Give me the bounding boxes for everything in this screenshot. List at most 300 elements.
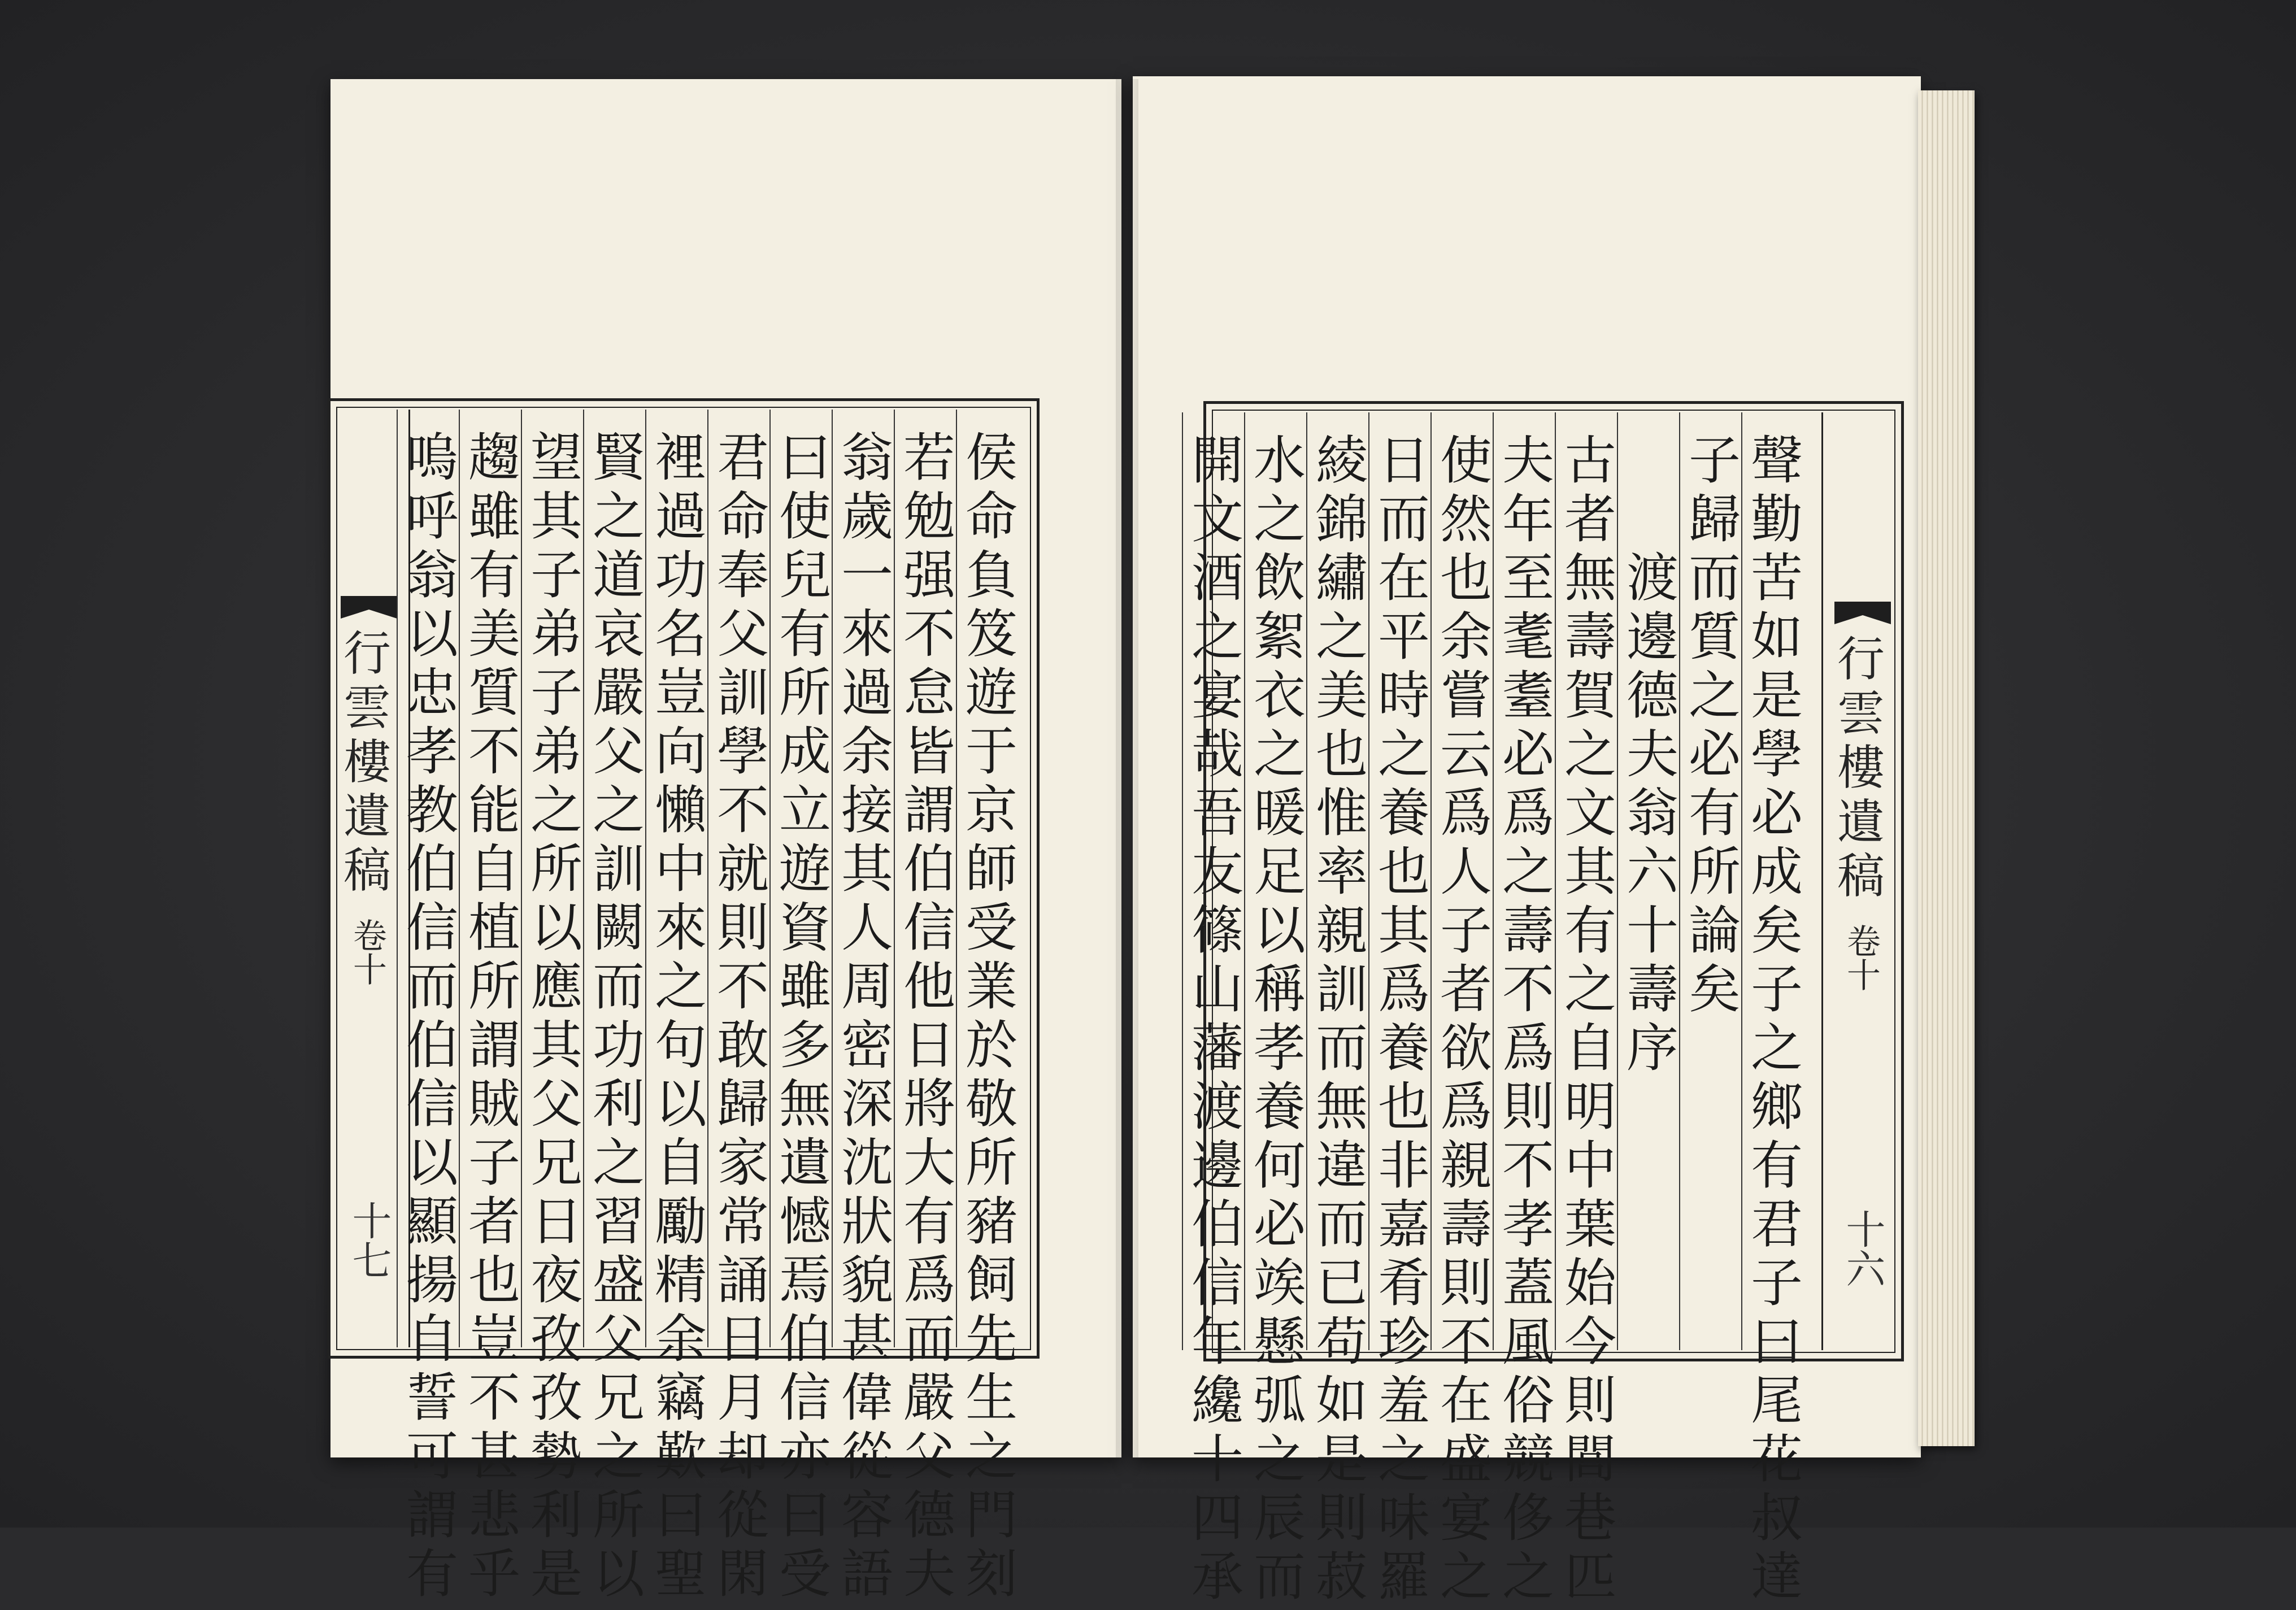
character: 古	[1564, 430, 1616, 491]
character: 葉	[1564, 1194, 1616, 1255]
character: 敢	[716, 1015, 769, 1076]
character: 必	[1750, 783, 1803, 843]
character: 錦	[1315, 489, 1368, 550]
character: 應	[530, 956, 582, 1017]
character: 耋	[1502, 665, 1554, 726]
character: 也	[1377, 1077, 1430, 1137]
character: 使	[779, 486, 831, 547]
character: 余	[654, 1309, 707, 1369]
character: 四	[1191, 1488, 1243, 1548]
character: 其	[530, 1015, 582, 1076]
character: 歲	[841, 486, 893, 547]
page-number-text: 十七	[346, 1200, 392, 1280]
character: 信	[406, 898, 458, 958]
character: 之	[592, 780, 645, 841]
character: 渡	[1626, 548, 1678, 608]
character: 受	[779, 1544, 831, 1604]
character: 爲	[903, 1250, 955, 1311]
character: 狀	[841, 1191, 893, 1252]
character: 不	[716, 780, 769, 841]
character: 訓	[1315, 959, 1368, 1020]
character: 訓	[716, 663, 769, 723]
column-rule	[1430, 412, 1432, 1350]
character: 焉	[779, 1250, 831, 1311]
character: 之	[1750, 1018, 1803, 1078]
character: 嚴	[903, 1368, 955, 1428]
character: 若	[903, 428, 955, 488]
character: 兄	[530, 1133, 582, 1193]
character: 者	[1440, 959, 1492, 1020]
margin-title-char: 遺	[1837, 794, 1885, 850]
character: 自	[654, 1133, 707, 1193]
column-rule	[1741, 412, 1742, 1350]
character: 者	[468, 1191, 520, 1252]
character: 在	[1440, 1370, 1492, 1431]
character: 綾	[1315, 430, 1368, 491]
character: 歎	[654, 1426, 707, 1487]
character: 他	[903, 956, 955, 1017]
text-column	[1308, 430, 1376, 1610]
character: 兄	[592, 1368, 645, 1428]
character: 之	[1564, 724, 1616, 785]
character: 文	[1191, 489, 1243, 550]
character: 率	[1315, 842, 1368, 902]
character: 孜	[530, 1368, 582, 1428]
character: 之	[1253, 489, 1306, 550]
text-column	[958, 428, 1025, 1607]
character: 侯	[965, 428, 1017, 488]
character: 資	[779, 898, 831, 958]
margin-title-char: 稿	[1837, 848, 1885, 904]
character: 侈	[1502, 1488, 1554, 1548]
character: 如	[1315, 1370, 1368, 1431]
character: 而	[592, 956, 645, 1017]
character: 却	[716, 1426, 769, 1487]
book-gutter	[1116, 79, 1138, 1457]
character: 孝	[406, 721, 458, 782]
character: 容	[841, 1485, 893, 1546]
character: 使	[1440, 430, 1492, 491]
character: 過	[654, 486, 707, 547]
character: 夜	[530, 1250, 582, 1311]
character: 無	[779, 1074, 831, 1134]
character: 不	[468, 1368, 520, 1428]
character: 利	[530, 1485, 582, 1546]
character: 誦	[716, 1250, 769, 1311]
character: 乎	[468, 1544, 520, 1604]
character: 自	[1564, 1018, 1616, 1078]
character: 壽	[1440, 1194, 1492, 1255]
character: 中	[654, 839, 707, 899]
character: 邊	[1626, 607, 1678, 667]
character: 哀	[592, 604, 645, 664]
character: 而	[1315, 1018, 1368, 1078]
character: 時	[1377, 665, 1430, 726]
character: 怠	[903, 663, 955, 723]
character: 違	[1315, 1135, 1368, 1196]
character: 如	[1750, 607, 1803, 667]
character: 道	[592, 545, 645, 606]
character: 賢	[592, 428, 645, 488]
column-rule	[1493, 412, 1494, 1350]
character: 宴	[1440, 1488, 1492, 1548]
character: 竊	[654, 1368, 707, 1428]
character: 之	[1688, 665, 1741, 726]
character: 菽	[1315, 1547, 1368, 1607]
character: 曰	[779, 1485, 831, 1546]
character: 雖	[468, 486, 520, 547]
character: 則	[1564, 1370, 1616, 1431]
character: 嗚	[406, 428, 458, 488]
character: 暖	[1253, 783, 1306, 843]
margin-title-char: 樓	[343, 734, 391, 790]
column-rule	[397, 410, 398, 1347]
character: 年	[1191, 1312, 1243, 1372]
character: 爲	[1377, 959, 1430, 1020]
text-column	[460, 428, 528, 1607]
character: 句	[654, 1015, 707, 1076]
character: 之	[1564, 959, 1616, 1020]
text-column	[1556, 430, 1624, 1610]
character: 之	[1253, 724, 1306, 785]
character: 之	[592, 1426, 645, 1487]
character: 者	[1564, 489, 1616, 550]
character: 顯	[406, 1191, 458, 1252]
character: 俗	[1502, 1370, 1554, 1431]
character: 而	[1688, 548, 1741, 608]
text-column	[895, 428, 963, 1607]
right-page-number	[1834, 1209, 1891, 1288]
character: 而	[903, 1309, 955, 1369]
character: 非	[1377, 1135, 1430, 1196]
character: 以	[406, 604, 458, 664]
character: 聖	[654, 1544, 707, 1604]
character: 所	[592, 1485, 645, 1546]
character: 之	[592, 486, 645, 547]
character: 信	[779, 1368, 831, 1428]
text-column	[647, 428, 715, 1607]
text-column	[1743, 430, 1811, 1610]
character: 從	[841, 1426, 893, 1487]
left-page-number	[341, 1200, 397, 1280]
character: 日	[1377, 430, 1430, 491]
character: 苟	[1315, 1312, 1368, 1372]
character: 翁	[841, 428, 893, 488]
character: 遺	[779, 1133, 831, 1193]
character: 以	[592, 1544, 645, 1604]
character: 渡	[1191, 1077, 1243, 1137]
character: 於	[965, 1015, 1017, 1076]
character: 翁	[1626, 783, 1678, 843]
character: 常	[716, 1191, 769, 1252]
character: 人	[841, 898, 893, 958]
column-rule	[645, 410, 646, 1347]
character: 不	[716, 956, 769, 1017]
character: 始	[1564, 1253, 1616, 1313]
character: 盛	[1440, 1429, 1492, 1490]
character: 余	[841, 721, 893, 782]
character: 爲	[1502, 1018, 1554, 1078]
character: 而	[1315, 1194, 1368, 1255]
fish-tail-mark	[1834, 602, 1891, 624]
character: 就	[716, 839, 769, 899]
character: 謂	[468, 1015, 520, 1076]
character: 十	[1626, 900, 1678, 961]
character: 在	[1377, 548, 1430, 608]
character: 豈	[654, 663, 707, 723]
column-rule	[1679, 412, 1680, 1350]
character: 京	[965, 780, 1017, 841]
character: 之	[1502, 842, 1554, 902]
character: 可	[406, 1426, 458, 1487]
text-column	[1494, 430, 1562, 1610]
character: 夫	[1502, 430, 1554, 491]
character: 父	[592, 1309, 645, 1369]
character: 曰	[779, 428, 831, 488]
character: 山	[1191, 959, 1243, 1020]
character: 繡	[1315, 548, 1368, 608]
character: 弟	[530, 604, 582, 664]
character: 師	[965, 839, 1017, 899]
text-column	[1184, 430, 1251, 1610]
character: 子	[1750, 959, 1803, 1020]
character: 翁	[406, 545, 458, 606]
character: 之	[1440, 1547, 1492, 1607]
character: 是	[1750, 665, 1803, 726]
character: 之	[654, 956, 707, 1017]
text-column	[398, 428, 466, 1607]
character: 所	[530, 839, 582, 899]
character: 爲	[1440, 1077, 1492, 1137]
character: 惟	[1315, 783, 1368, 843]
text-column	[833, 428, 901, 1607]
character: 纔	[1191, 1370, 1243, 1431]
character: 其	[1564, 842, 1616, 902]
character: 裡	[654, 428, 707, 488]
character: 則	[1440, 1253, 1492, 1313]
character: 精	[654, 1250, 707, 1311]
character: 之	[1253, 1429, 1306, 1490]
character: 習	[592, 1191, 645, 1252]
character: 先	[965, 1309, 1017, 1369]
character: 所	[1688, 842, 1741, 902]
text-column	[709, 428, 777, 1607]
character: 自	[406, 1309, 458, 1369]
text-column	[585, 428, 653, 1607]
character: 則	[716, 898, 769, 958]
character: 語	[841, 1544, 893, 1604]
character: 飼	[965, 1250, 1017, 1311]
character: 也	[1315, 724, 1368, 785]
character: 蓋	[1502, 1253, 1554, 1313]
character: 苦	[1750, 548, 1803, 608]
character: 十	[1191, 1429, 1243, 1490]
character: 笈	[965, 604, 1017, 664]
character: 曰	[654, 1485, 707, 1546]
character: 皆	[903, 721, 955, 782]
character: 過	[841, 663, 893, 723]
character: 嚴	[592, 663, 645, 723]
character: 偉	[841, 1368, 893, 1428]
character: 所	[965, 1133, 1017, 1193]
indent-space	[1627, 435, 1678, 494]
character: 邊	[1191, 1135, 1243, 1196]
character: 之	[1191, 607, 1243, 667]
character: 也	[1440, 548, 1492, 608]
character: 門	[965, 1485, 1017, 1546]
column-rule	[1617, 412, 1618, 1350]
character: 信	[406, 1074, 458, 1134]
character: 勢	[530, 1426, 582, 1487]
character: 至	[1502, 548, 1554, 608]
character: 謂	[406, 1485, 458, 1546]
character: 篠	[1191, 900, 1243, 961]
character: 必	[1688, 724, 1741, 785]
character: 云	[1440, 724, 1492, 785]
character: 風	[1502, 1312, 1554, 1372]
character: 子	[468, 1133, 520, 1193]
character: 其	[530, 486, 582, 547]
character: 明	[1564, 1077, 1616, 1137]
character: 有	[468, 545, 520, 606]
character: 而	[1253, 1547, 1306, 1607]
character: 尾	[1750, 1370, 1803, 1431]
character: 向	[654, 721, 707, 782]
character: 勉	[903, 486, 955, 547]
character: 壽	[1564, 607, 1616, 667]
text-column	[771, 428, 839, 1607]
character: 勵	[654, 1191, 707, 1252]
character: 叔	[1750, 1488, 1803, 1548]
character: 序	[1626, 1018, 1678, 1078]
character: 所	[779, 663, 831, 723]
character: 不	[1502, 959, 1554, 1020]
character: 足	[1253, 842, 1306, 902]
character: 羅	[1377, 1547, 1430, 1607]
character: 無	[1564, 548, 1616, 608]
character: 夫	[903, 1544, 955, 1604]
character: 養	[1377, 1018, 1430, 1078]
character: 竢	[1253, 1253, 1306, 1313]
character: 利	[592, 1074, 645, 1134]
character: 誓	[406, 1368, 458, 1428]
text-column	[1619, 435, 1686, 1081]
margin-title-char: 雲	[1837, 686, 1885, 741]
character: 月	[716, 1368, 769, 1428]
character: 日	[530, 1191, 582, 1252]
character: 植	[468, 898, 520, 958]
character: 酒	[1191, 548, 1243, 608]
character: 日	[716, 1309, 769, 1369]
character: 是	[1315, 1429, 1368, 1490]
character: 從	[716, 1485, 769, 1546]
character: 强	[903, 545, 955, 606]
character: 甚	[841, 1309, 893, 1369]
character: 必	[1502, 724, 1554, 785]
character: 質	[1688, 607, 1741, 667]
character: 一	[841, 545, 893, 606]
character: 甚	[468, 1426, 520, 1487]
character: 親	[1315, 900, 1368, 961]
character: 論	[1688, 900, 1741, 961]
character: 以	[406, 1133, 458, 1193]
character: 來	[841, 604, 893, 664]
right-center-column	[1821, 412, 1904, 1350]
character: 大	[903, 1133, 955, 1193]
character: 藩	[1191, 1018, 1243, 1078]
character: 立	[779, 780, 831, 841]
character: 豬	[965, 1191, 1017, 1252]
character: 弧	[1253, 1370, 1306, 1431]
character: 盛	[592, 1250, 645, 1311]
text-column	[1681, 430, 1749, 1022]
character: 懸	[1253, 1312, 1306, 1372]
character: 辰	[1253, 1488, 1306, 1548]
fish-tail-mark	[341, 596, 397, 619]
character: 肴	[1377, 1253, 1430, 1313]
character: 稱	[1253, 959, 1306, 1020]
character: 美	[468, 604, 520, 664]
character: 訓	[592, 839, 645, 899]
character: 文	[1564, 783, 1616, 843]
character: 之	[1377, 724, 1430, 785]
margin-title-char: 樓	[1837, 740, 1885, 795]
character: 矣	[1688, 959, 1741, 1020]
character: 味	[1377, 1488, 1430, 1548]
character: 已	[1315, 1253, 1368, 1313]
character: 學	[716, 721, 769, 782]
character: 日	[903, 1015, 955, 1076]
character: 珍	[1377, 1312, 1430, 1372]
character: 之	[592, 1133, 645, 1193]
character: 羞	[1377, 1370, 1430, 1431]
character: 平	[1377, 607, 1430, 667]
right-margin-title	[1830, 632, 1892, 907]
character: 不	[468, 721, 520, 782]
character: 兒	[779, 545, 831, 606]
character: 匹	[1564, 1547, 1616, 1607]
character: 之	[965, 1426, 1017, 1487]
character: 沈	[841, 1133, 893, 1193]
character: 有	[1688, 783, 1741, 843]
character: 達	[1750, 1547, 1803, 1607]
character: 憾	[779, 1191, 831, 1252]
character: 其	[1377, 900, 1430, 961]
character: 望	[530, 428, 582, 488]
character: 賊	[468, 1074, 520, 1134]
character: 敬	[965, 1074, 1017, 1134]
column-rule	[956, 410, 957, 1347]
character: 孝	[1502, 1194, 1554, 1255]
character: 趨	[468, 428, 520, 488]
character: 負	[965, 545, 1017, 606]
character: 以	[530, 898, 582, 958]
character: 而	[1377, 489, 1430, 550]
margin-title-char: 行	[343, 626, 391, 681]
character: 有	[1750, 1135, 1803, 1196]
margin-title-char: 稿	[343, 843, 391, 898]
character: 君	[716, 428, 769, 488]
character: 來	[654, 898, 707, 958]
left-text-frame	[328, 398, 1040, 1604]
character: 有	[406, 1544, 458, 1604]
character: 余	[1440, 607, 1492, 667]
character: 然	[1440, 489, 1492, 550]
left-margin-title	[336, 626, 398, 901]
character: 嘉	[1377, 1194, 1430, 1255]
character: 生	[965, 1368, 1017, 1428]
character: 水	[1253, 430, 1306, 491]
